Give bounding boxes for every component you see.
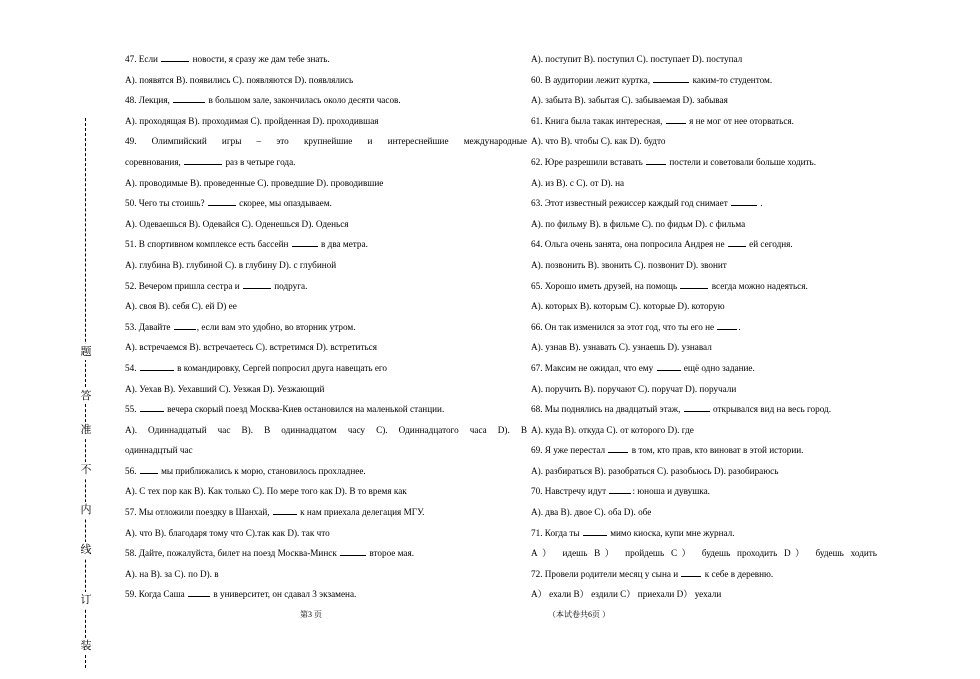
answer-options-line: A). Одеваешься B). Одевайся C). Оденешься D). Оденься — [125, 218, 349, 229]
answer-blank — [173, 94, 205, 103]
answer-options-line: A). на B). за C). по D). в — [125, 568, 219, 579]
question-line — [125, 502, 527, 523]
answer-options-line: A). С тех пор как B). Как только C). По мере того как D). В то время как — [125, 486, 407, 497]
question-text: 70. Навстречу идут — [531, 486, 609, 497]
question-line — [125, 276, 527, 297]
answer-blank — [188, 588, 210, 597]
question-text: . — [738, 321, 741, 332]
question-text: 52. Вечером пришла сестра и — [125, 280, 242, 291]
question-text: в университет, он сдавал 3 экзамена. — [211, 589, 357, 600]
question-text: постели и советовали больше ходить. — [667, 156, 817, 167]
question-text: 51. В спортивном комплексе есть бассейн — [125, 239, 291, 250]
left-question-column — [125, 49, 527, 605]
question-text: 62. Юре разрешили вставать — [531, 156, 646, 167]
answer-blank — [609, 485, 631, 494]
binding-margin — [74, 118, 98, 668]
question-text: , если вам это удобно, во вторник утром. — [196, 321, 356, 332]
binding-char: 答 — [77, 388, 95, 404]
question-line — [125, 90, 527, 111]
question-text: 58. Дайте, пожалуйста, билет на поезд Москва-Минск — [125, 548, 340, 559]
question-line — [125, 49, 527, 70]
question-line — [125, 152, 527, 173]
question-text: 54. — [125, 362, 139, 373]
question-text: в большом зале, закончилась около десяти часов. — [206, 95, 401, 106]
binding-char: 内 — [77, 502, 95, 518]
answer-options-line: A). Уехав B). Уехавший C). Уезжая D). Уезжающий — [125, 383, 325, 394]
answer-options-line: A). поступит B). поступил C). поступает D). поступал — [531, 54, 743, 64]
question-line — [531, 234, 877, 255]
binding-char: 不 — [77, 462, 95, 478]
answer-options-line: A). позвонить B). звонить C). позвонит D). звонит — [531, 259, 727, 270]
binding-char: 准 — [77, 422, 95, 438]
question-line — [531, 564, 877, 585]
question-text: всегда можно надеяться. — [709, 280, 808, 291]
question-text: : юноша и дувушка. — [632, 486, 710, 497]
answer-blank — [208, 197, 236, 206]
answer-options-line: A). которых B). которым C). которые D). которую — [531, 301, 725, 312]
answer-blank — [731, 197, 757, 206]
question-text: 59. Когда Саша — [125, 589, 188, 600]
answer-blank — [140, 362, 174, 371]
question-line — [125, 193, 527, 214]
question-line: одиннадцтый час — [125, 445, 193, 456]
answer-blank — [728, 238, 746, 247]
answer-blank — [646, 156, 666, 165]
question-text: . — [758, 198, 763, 209]
question-text: 66. Он так изменился за этот год, что ты его не — [531, 321, 717, 332]
answer-blank — [680, 280, 708, 289]
answer-options-line: A). проходящая B). проходимая C). пройденная D). проходившая — [125, 115, 379, 126]
question-text: ещё одно задание. — [681, 362, 755, 373]
answer-blank — [666, 115, 686, 124]
answer-options-line: A). из B). с C). от D). на — [531, 177, 625, 188]
question-line — [531, 276, 877, 297]
question-line — [531, 152, 877, 173]
question-line — [531, 399, 877, 420]
question-text: подруга. — [271, 280, 308, 291]
question-text: 63. Этот известный режиссер каждый год снимает — [531, 198, 731, 209]
question-text: каким-то студентом. — [690, 74, 773, 85]
question-line — [125, 234, 527, 255]
answer-blank — [657, 362, 681, 371]
question-text: к себе в деревню. — [702, 568, 774, 579]
binding-char: 题 — [77, 344, 95, 360]
answer-blank — [717, 321, 737, 330]
question-text: 56. — [125, 465, 139, 476]
answer-options-line: A） идешь B） пройдешь C） будешь проходить D） будешь ходить — [531, 548, 877, 559]
answer-options-line: A). Одиннадцатый час B). В одиннадцатом часу C). Одиннадцатого часа D). В — [125, 424, 527, 435]
question-text: 53. Давайте — [125, 321, 173, 332]
question-text: соревнования, — [125, 156, 184, 167]
question-text: 47. Если — [125, 54, 161, 64]
total-pages-footer: （本试卷共6页 ） — [548, 610, 610, 619]
answer-options-line: A). два B). двое C). оба D). обе — [531, 507, 652, 518]
answer-options-line: A） ехали B） ездили C） приехали D） уехали — [531, 589, 722, 600]
question-text: 71. Когда ты — [531, 527, 582, 538]
answer-options-line: A). проводимые B). проведенные C). проведшие D). проводившие — [125, 177, 384, 188]
answer-blank — [653, 74, 689, 83]
question-text: второе мая. — [367, 548, 415, 559]
answer-options-line: A). своя B). себя C). ей D) ее — [125, 301, 237, 312]
answer-options-line: A). встречаемся B). встречаетесь C). встретимся D). встретиться — [125, 342, 377, 353]
answer-blank — [340, 547, 366, 556]
question-text: 57. Мы отложили поездку в Шанхай, — [125, 507, 272, 518]
question-text: 61. Книга была такак интересная, — [531, 115, 665, 126]
answer-options-line: A). узнав B). узнавать C). узнаешь D). узнавал — [531, 342, 712, 353]
question-line — [531, 358, 877, 379]
question-text: вечера скорый поезд Москва-Киев остановился на маленькой станции. — [164, 404, 445, 415]
question-text: ей сегодня. — [746, 239, 793, 250]
right-question-column — [531, 49, 877, 605]
question-text: в командировку, Сергей попросил друга навещать его — [174, 362, 388, 373]
question-line — [531, 481, 877, 502]
question-text: 67. Максим не ожидал, что ему — [531, 362, 656, 373]
question-text: 69. Я уже перестал — [531, 445, 608, 456]
question-text: мы приближались к морю, становилось прохладнее. — [158, 465, 366, 476]
question-text: 68. Мы поднялись на двадцатый этаж, — [531, 404, 683, 415]
question-line — [531, 70, 877, 91]
answer-blank — [608, 444, 628, 453]
question-text: я не мог от нее оторваться. — [686, 115, 794, 126]
answer-options-line: A). появятся B). появились C). появляются D). появлялись — [125, 74, 354, 85]
question-line — [125, 584, 527, 605]
answer-blank — [243, 280, 271, 289]
answer-blank — [174, 321, 196, 330]
answer-options-line: A). по фильму B). в фильме C). по фидьм D). с фильма — [531, 218, 746, 229]
answer-blank — [140, 465, 158, 474]
question-line — [125, 461, 527, 482]
answer-blank — [273, 506, 297, 515]
question-text: в том, кто прав, кто виноват в этой истории. — [629, 445, 804, 456]
question-line — [125, 317, 527, 338]
answer-blank — [140, 403, 164, 412]
answer-options-line: A). разбираться B). разобраться C). разобьюсь D). разобираюсь — [531, 465, 779, 476]
page-number-footer: 第3 页 — [300, 610, 322, 619]
answer-blank — [681, 568, 701, 577]
binding-char: 订 — [77, 592, 95, 608]
question-text: 55. — [125, 404, 139, 415]
question-line — [531, 440, 877, 461]
question-text: 72. Провели родители месяц у сына и — [531, 568, 681, 579]
question-line — [125, 358, 527, 379]
answer-options-line: A). что B). чтобы C). как D). будто — [531, 136, 666, 147]
answer-options-line: A). что B). благодаря тому что C).так как D). так что — [125, 527, 330, 538]
answer-blank — [583, 527, 607, 536]
question-text: к нам приехала делегация МГУ. — [297, 507, 425, 518]
question-text: 64. Ольга очень занята, она попросила Андрея не — [531, 239, 727, 250]
answer-options-line: A). глубина B). глубиной C). в глубину D). с глубиной — [125, 259, 337, 270]
answer-options-line: A). куда B). откуда C). от которого D). где — [531, 424, 694, 435]
question-text: открывался вид на весь город. — [710, 404, 832, 415]
question-text: новости, я сразу же дам тебе знать. — [190, 54, 330, 64]
answer-blank — [684, 403, 710, 412]
question-text: 65. Хорошо иметь друзей, на помощь — [531, 280, 680, 291]
answer-options-line: A). забыта B). забытая C). забываемая D). забывая — [531, 95, 728, 106]
question-text: скорее, мы опаздываем. — [236, 198, 332, 209]
question-line — [125, 543, 527, 564]
answer-blank — [292, 238, 318, 247]
question-line — [531, 111, 877, 132]
binding-char: 线 — [77, 542, 95, 558]
question-line — [531, 317, 877, 338]
answer-blank — [161, 53, 189, 62]
answer-options-line: A). поручить B). поручают C). поручат D). поручали — [531, 383, 737, 394]
binding-char: 装 — [77, 638, 95, 654]
question-text: 50. Чего ты стоишь? — [125, 198, 207, 209]
question-line — [125, 399, 527, 420]
question-text: раз в четыре года. — [223, 156, 296, 167]
question-text: 48. Лекция, — [125, 95, 173, 106]
question-text: в два метра. — [318, 239, 368, 250]
answer-blank — [184, 156, 222, 165]
question-text: мимо киоска, купи мне журнал. — [607, 527, 735, 538]
question-line — [531, 193, 877, 214]
question-line: 49. Олимпийский игры – это крупнейшие и интереснейшие международные — [125, 136, 527, 147]
question-text: 60. В аудитории лежит куртка, — [531, 74, 653, 85]
question-line — [531, 523, 877, 544]
